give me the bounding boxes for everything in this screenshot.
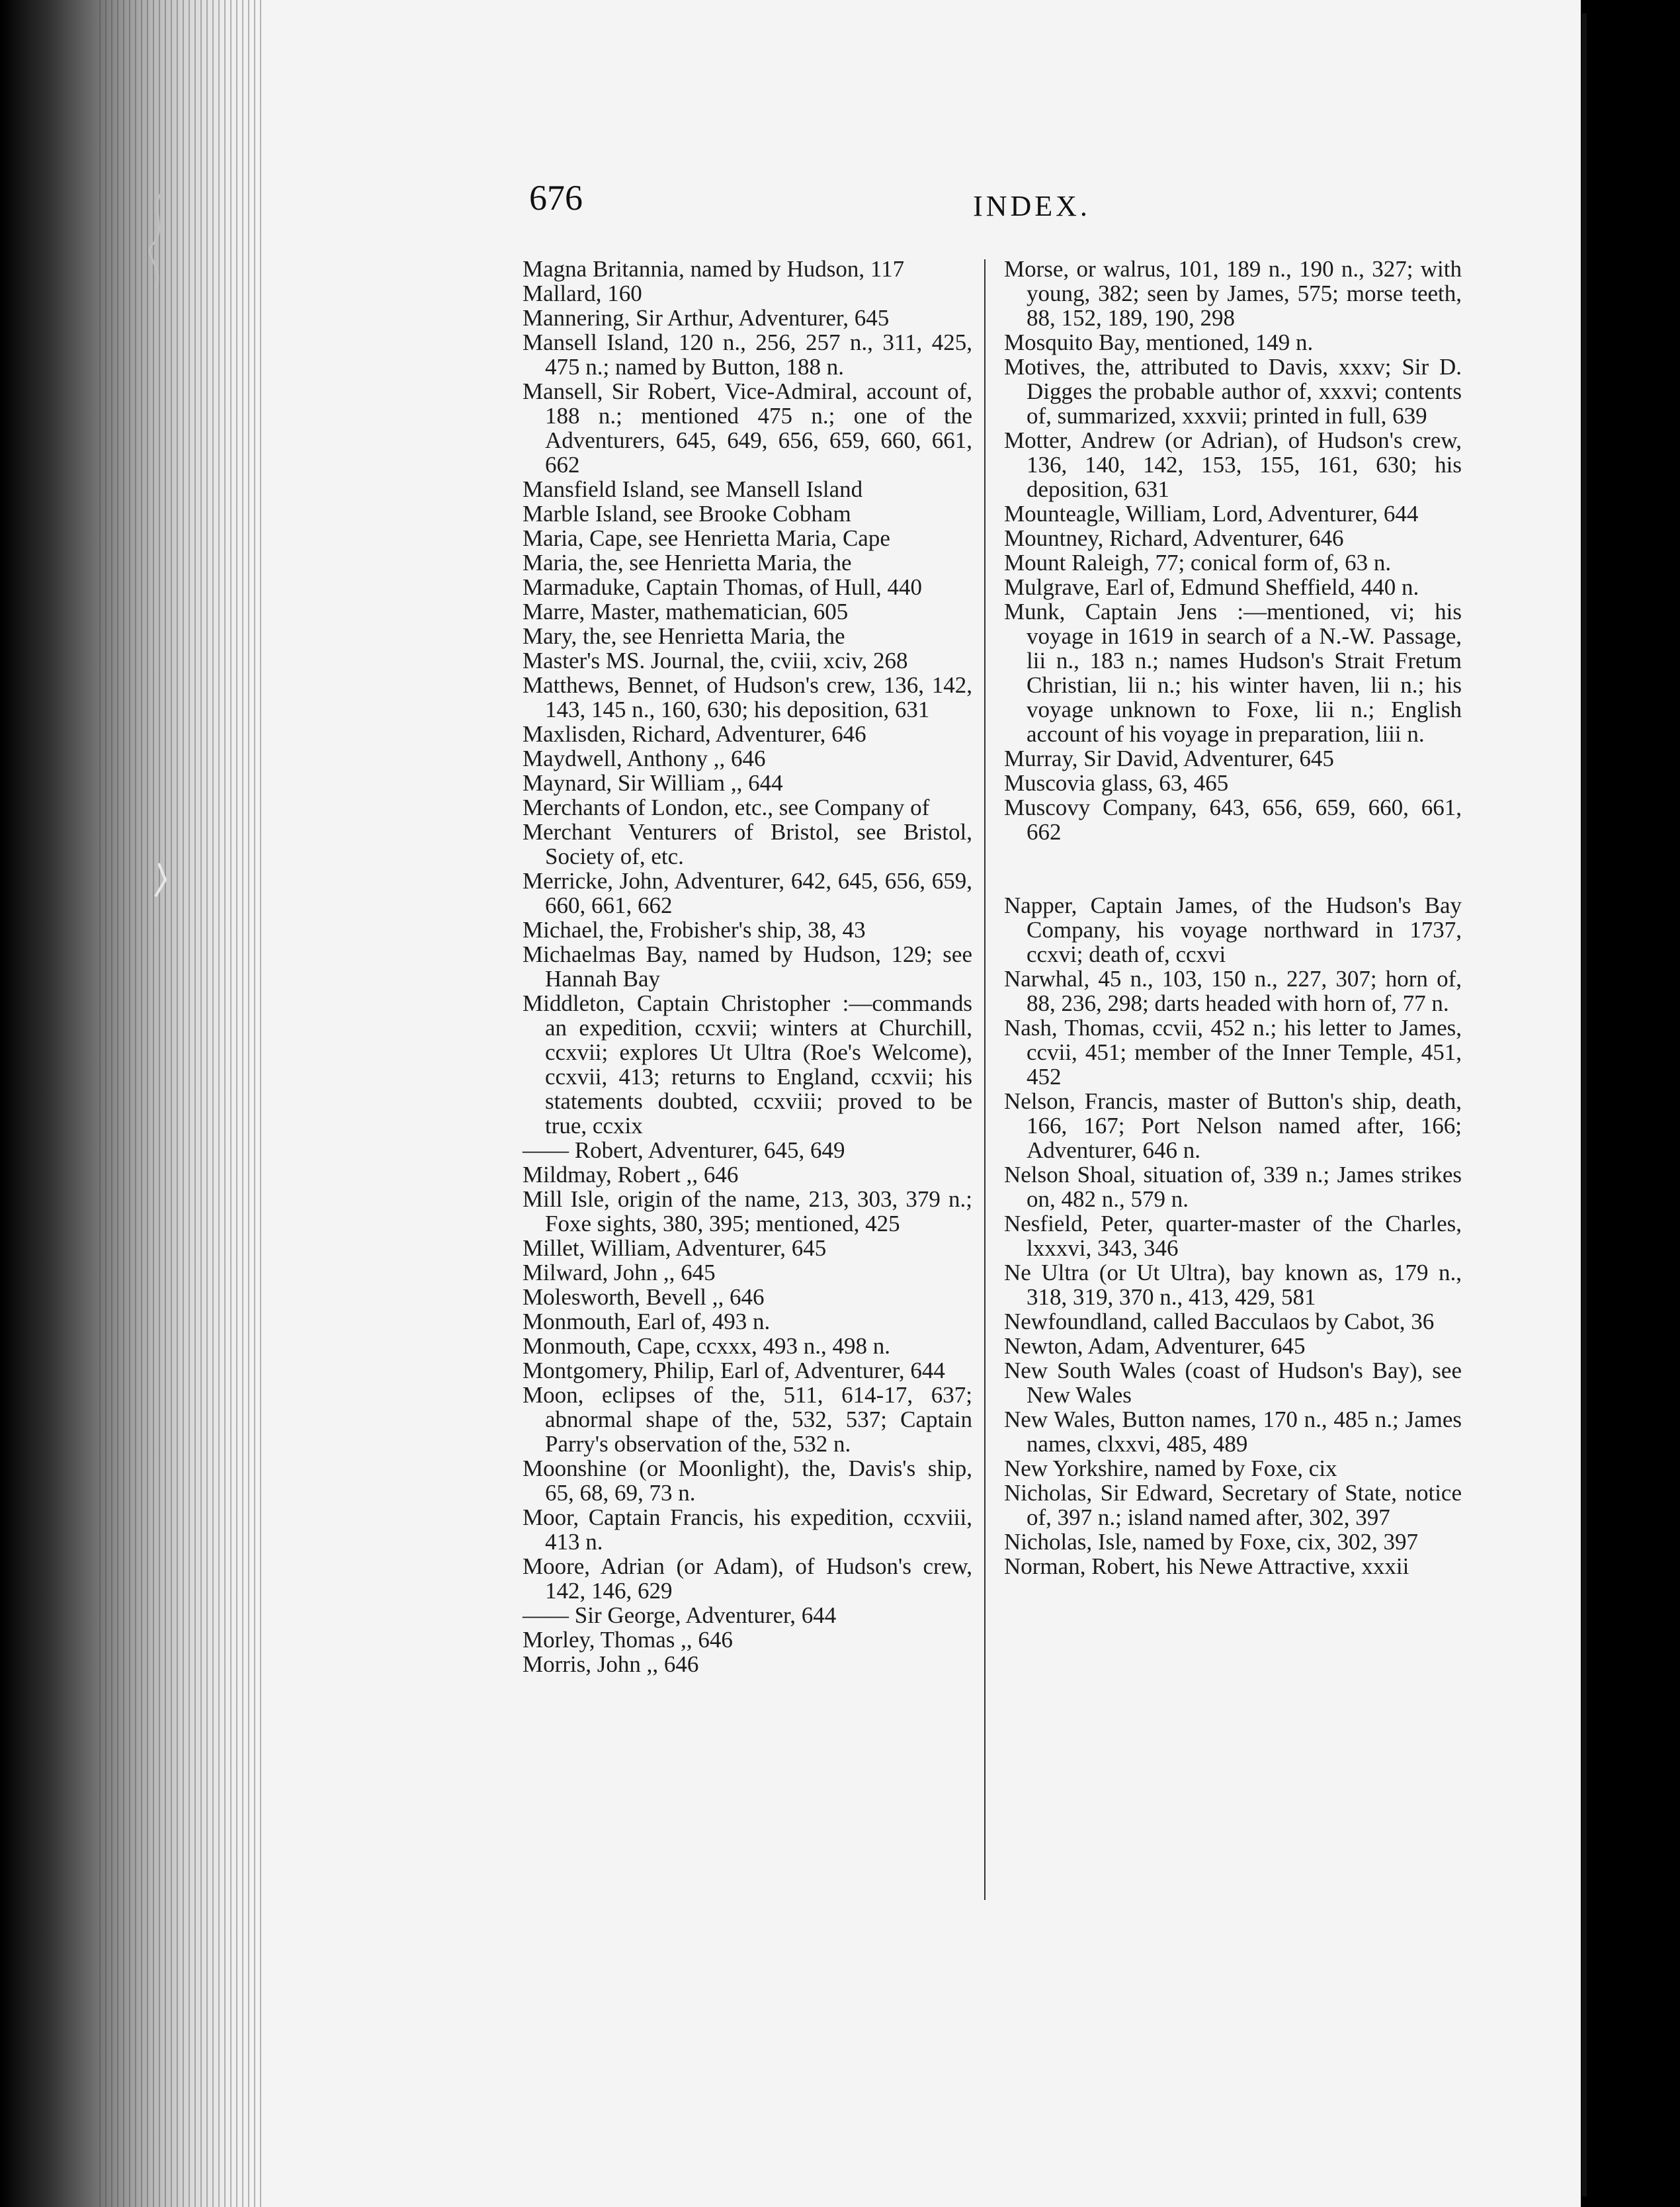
page-number: 676 <box>529 178 583 218</box>
index-entry: Michaelmas Bay, named by Hudson, 129; see Hannah Bay <box>523 941 972 992</box>
index-entry: Middleton, Captain Christopher :—commands an expedition, ccxvii; winters at Churchill, ccxvii; explores Ut Ultra (Roe's Welcome), ccxvii, 413; returns to England, ccxvii; his statements doubted, ccxviii; proved to be true, ccxix <box>523 990 972 1139</box>
index-entry: Molesworth, Bevell ,, 646 <box>523 1284 765 1310</box>
index-entry: Montgomery, Philip, Earl of, Adventurer, 644 <box>523 1358 945 1383</box>
index-entry: Munk, Captain Jens :—mentioned, vi; his voyage in 1619 in search of a N.-W. Passage, lii n., 183 n.; names Hudson's Strait Fretum Christian, lii n.; his winter haven, lii n.; his voyage unknown to Foxe, lii n.; English account of his voyage in preparation, liii n. <box>1004 599 1462 747</box>
page-margin-mark <box>136 189 175 294</box>
index-entry: Millet, William, Adventurer, 645 <box>523 1235 827 1261</box>
index-entry: Norman, Robert, his Newe Attractive, xxxii <box>1004 1553 1409 1579</box>
index-entry: Mannering, Sir Arthur, Adventurer, 645 <box>523 305 890 331</box>
index-entry: Mansell Island, 120 n., 256, 257 n., 311, 425, 475 n.; named by Button, 188 n. <box>523 329 972 380</box>
index-entry: Moore, Adrian (or Adam), of Hudson's crew, 142, 146, 629 <box>523 1553 972 1604</box>
index-entry: Newton, Adam, Adventurer, 645 <box>1004 1333 1306 1359</box>
index-entry: Marmaduke, Captain Thomas, of Hull, 440 <box>523 574 922 600</box>
index-entry: Matthews, Bennet, of Hudson's crew, 136, 142, 143, 145 n., 160, 630; his deposition, 631 <box>523 672 972 722</box>
index-entry: Mountney, Richard, Adventurer, 646 <box>1004 525 1344 551</box>
index-entry: Merchant Venturers of Bristol, see Bristol, Society of, etc. <box>523 819 972 869</box>
index-entry: Mildmay, Robert ,, 646 <box>523 1162 739 1188</box>
index-entry: Nicholas, Sir Edward, Secretary of State, notice of, 397 n.; island named after, 302, 397 <box>1004 1480 1462 1530</box>
index-entry: Mount Raleigh, 77; conical form of, 63 n. <box>1004 550 1392 576</box>
index-column-left <box>523 257 972 1676</box>
section-gap <box>1004 844 1462 893</box>
page-edge-line <box>1582 13 1587 2196</box>
index-entry: Mary, the, see Henrietta Maria, the <box>523 623 845 649</box>
index-entry: Motter, Andrew (or Adrian), of Hudson's crew, 136, 140, 142, 153, 155, 161, 630; his deposition, 631 <box>1004 427 1462 502</box>
index-entry: Milward, John ,, 645 <box>523 1260 716 1285</box>
index-entry: Nelson, Francis, master of Button's ship, death, 166, 167; Port Nelson named after, 166; Adventurer, 646 n. <box>1004 1088 1462 1163</box>
index-entry: Moon, eclipses of the, 511, 614-17, 637; abnormal shape of the, 532, 537; Captain Parry's observation of the, 532 n. <box>523 1382 972 1457</box>
index-entry: Nesfield, Peter, quarter-master of the Charles, lxxxvi, 343, 346 <box>1004 1211 1462 1261</box>
column-divider <box>984 259 986 1900</box>
index-entry: Morse, or walrus, 101, 189 n., 190 n., 327; with young, 382; seen by James, 575; morse teeth, 88, 152, 189, 190, 298 <box>1004 256 1462 331</box>
index-entry: Newfoundland, called Bacculaos by Cabot, 36 <box>1004 1309 1435 1334</box>
index-entry: Napper, Captain James, of the Hudson's Bay Company, his voyage northward in 1737, ccxvi; death of, ccxvi <box>1004 892 1462 967</box>
index-entry: New South Wales (coast of Hudson's Bay), see New Wales <box>1004 1358 1462 1408</box>
index-entry: Marble Island, see Brooke Cobham <box>523 501 851 527</box>
index-entry: Maydwell, Anthony ,, 646 <box>523 746 766 771</box>
index-entry: Merchants of London, etc., see Company of <box>523 795 930 820</box>
page-outer-edge <box>1581 0 1680 2207</box>
index-entry: New Wales, Button names, 170 n., 485 n.; James names, clxxvi, 485, 489 <box>1004 1406 1462 1457</box>
index-entry: Monmouth, Earl of, 493 n. <box>523 1309 771 1334</box>
index-entry: Maynard, Sir William ,, 644 <box>523 770 783 796</box>
index-entry: Ne Ultra (or Ut Ultra), bay known as, 179 n., 318, 319, 370 n., 413, 429, 581 <box>1004 1260 1462 1310</box>
index-entry: Mulgrave, Earl of, Edmund Sheffield, 440 n. <box>1004 574 1419 600</box>
index-entry: Mansell, Sir Robert, Vice-Admiral, account of, 188 n.; mentioned 475 n.; one of the Adventurers, 645, 649, 656, 659, 660, 661, 662 <box>523 378 972 478</box>
index-entry: —— Robert, Adventurer, 645, 649 <box>523 1137 845 1163</box>
page-edges <box>99 0 265 2207</box>
index-entry: Murray, Sir David, Adventurer, 645 <box>1004 746 1334 771</box>
index-entry: Motives, the, attributed to Davis, xxxv; Sir D. Digges the probable author of, xxxvi; contents of, summarized, xxxvii; printed in full, 639 <box>1004 354 1462 429</box>
index-entry: —— Sir George, Adventurer, 644 <box>523 1602 837 1628</box>
index-entry: Muscovy Company, 643, 656, 659, 660, 661, 662 <box>1004 795 1462 845</box>
index-entry: Nicholas, Isle, named by Foxe, cix, 302, 397 <box>1004 1529 1419 1555</box>
index-entry: Morley, Thomas ,, 646 <box>523 1627 733 1653</box>
index-entry: Maria, the, see Henrietta Maria, the <box>523 550 852 576</box>
index-entry: Nash, Thomas, ccvii, 452 n.; his letter to James, ccvii, 451; member of the Inner Temple, 451, 452 <box>1004 1015 1462 1090</box>
index-column-right <box>1004 257 1462 1579</box>
index-entry: Nelson Shoal, situation of, 339 n.; James strikes on, 482 n., 579 n. <box>1004 1162 1462 1212</box>
page-title: INDEX. <box>973 190 1091 222</box>
index-entry: Monmouth, Cape, ccxxx, 493 n., 498 n. <box>523 1333 891 1359</box>
index-entry: Mansfield Island, see Mansell Island <box>523 476 863 502</box>
index-entry: Michael, the, Frobisher's ship, 38, 43 <box>523 917 866 943</box>
index-entry: Mill Isle, origin of the name, 213, 303, 379 n.; Foxe sights, 380, 395; mentioned, 425 <box>523 1186 972 1236</box>
index-entry: New Yorkshire, named by Foxe, cix <box>1004 1455 1337 1481</box>
index-entry: Moonshine (or Moonlight), the, Davis's ship, 65, 68, 69, 73 n. <box>523 1455 972 1506</box>
index-entry: Mosquito Bay, mentioned, 149 n. <box>1004 329 1314 355</box>
index-entry: Moor, Captain Francis, his expedition, ccxviii, 413 n. <box>523 1504 972 1555</box>
index-entry: Muscovia glass, 63, 465 <box>1004 770 1229 796</box>
index-entry: Narwhal, 45 n., 103, 150 n., 227, 307; horn of, 88, 236, 298; darts headed with horn of, 77 n. <box>1004 966 1462 1016</box>
index-entry: Merricke, John, Adventurer, 642, 645, 656, 659, 660, 661, 662 <box>523 868 972 918</box>
index-entry: Mounteagle, William, Lord, Adventurer, 644 <box>1004 501 1419 527</box>
index-entry: Morris, John ,, 646 <box>523 1651 699 1677</box>
index-entry: Maria, Cape, see Henrietta Maria, Cape <box>523 525 890 551</box>
index-entry: Magna Britannia, named by Hudson, 117 <box>523 256 905 282</box>
index-entry: Master's MS. Journal, the, cviii, xciv, 268 <box>523 648 908 673</box>
page-margin-mark <box>146 860 172 900</box>
index-entry: Mallard, 160 <box>523 281 642 306</box>
index-entry: Maxlisden, Richard, Adventurer, 646 <box>523 721 866 747</box>
index-entry: Marre, Master, mathematician, 605 <box>523 599 849 625</box>
